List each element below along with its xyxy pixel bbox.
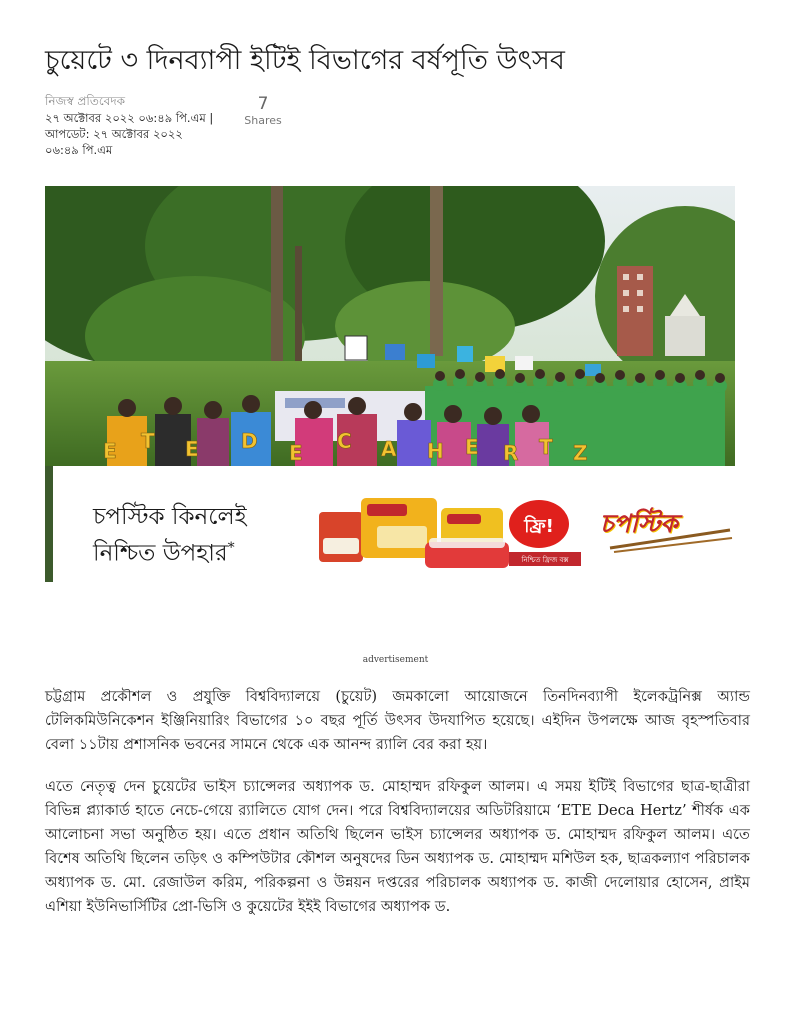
photo-letter: E [103,439,117,463]
article-paragraph: চট্টগ্রাম প্রকৌশল ও প্রযুক্তি বিশ্ববিদ্যালয়ে (চুয়েট) জমকালো আয়োজনে তিনদিনব্যাপী ইলেকট্রনিক্স অ্যান্ড টেলিকমিউনিকেশন ইঞ্জিনিয়ারিং বিভাগের ১০ বছর পূর্তি উৎসব উদযাপিত হয়েছে। এইদিন উপলক্ষে আজ বৃহস্পতিবার বেলা ১১টায় প্রশাসনিক ভবনের সামনে থেকে এক আনন্দ র‍্যালি বের করা হয়। [45,688,750,753]
article-photo [45,186,735,466]
photo-letter: R [503,441,519,465]
photo-letter: C [337,429,352,453]
ad-brand-logo [600,504,735,554]
photo-letter: D [241,429,258,453]
article-headline: চুয়েটে ৩ দিনব্যাপী ইটিই বিভাগের বর্ষপূতি উৎসব [45,45,565,76]
publish-dateline: ২৭ অক্টোবর ২০২২ ০৬:৪৯ পি.এম | আপডেট: ২৭ অক্টোবর ২০২২ ০৬:৪৯ পি.এম [45,111,214,157]
photo-letter: T [141,429,155,453]
photo-letter: H [427,439,444,463]
ad-tagline [93,502,247,570]
ad-tagline-line-1: চপস্টিক কিনলেই [93,504,247,530]
ad-tagline-line-2 [93,533,247,570]
ad-free-badge: ফ্রি! [524,516,554,537]
ad-brand-name: চপস্টিক [600,509,678,538]
advertisement-banner[interactable] [45,466,735,582]
ad-tagline-line-2-text: নিশ্চিত উপহার [93,540,228,567]
share-count: 7 [257,94,269,114]
photo-letter: Z [573,441,588,465]
share-counter[interactable] [238,94,288,127]
photo-letter: E [289,441,303,465]
share-label: Shares [244,114,282,127]
ad-product-image [317,494,587,574]
article-body [45,685,750,937]
author-name[interactable]: নিজস্ব প্রতিবেদক [45,94,126,108]
rally-photo-illustration [45,186,735,466]
article-meta [45,93,235,158]
photo-letter: E [185,437,199,461]
ad-asterisk: * [227,540,235,556]
advertisement-label: advertisement [362,655,429,665]
photo-letter: E [465,435,479,459]
article-paragraph: এতে নেতৃত্ব দেন চুয়েটের ভাইস চ্যান্সেলর অধ্যাপক ড. মোহাম্মদ রফিকুল আলম। এ সময় ইটিই বিভাগের ছাত্র-ছাত্রীরা বিভিন্ন প্ল্যাকার্ড হাতে নেচে-গেয়ে র‍্যালিতে যোগ দেন। পরে বিশ্ববিদ্যালয়ের অডিটরিয়ামে ‘ETE Deca Hertz’ শীর্ষক এক আলোচনা সভা অনুষ্ঠিত হয়। এতে প্রধান অতিথি ছিলেন ভাইস চ্যান্সেলর অধ্যাপক ড. মোহাম্মদ রফিকুল আলম। এতে বিশেষ অতিথি ছিলেন তড়িৎ ও কম্পিউটার কৌশল অনুষদের ডিন অধ্যাপক ড. মোহাম্মদ মশিউল হক, ছাত্রকল্যাণ পরিচালক অধ্যাপক ড. মো. রেজাউল করিম, পরিকল্পনা ও উন্নয়ন দপ্তরের পরিচালক অধ্যাপক ড. কাজী দেলোয়ার হোসেন, প্রাইম এশিয়া ইউনিভার্সিটির প্রো-ভিসি ও কুয়েটের ইইই বিভাগের অধ্যাপক ড. [45,778,750,915]
photo-letter: T [539,435,553,459]
chopstick-icon [600,504,735,554]
photo-letter: A [381,437,397,461]
ad-free-caption: নিশ্চিত ফ্রিজ বক্স [521,556,569,564]
ad-left-strip [45,466,53,582]
